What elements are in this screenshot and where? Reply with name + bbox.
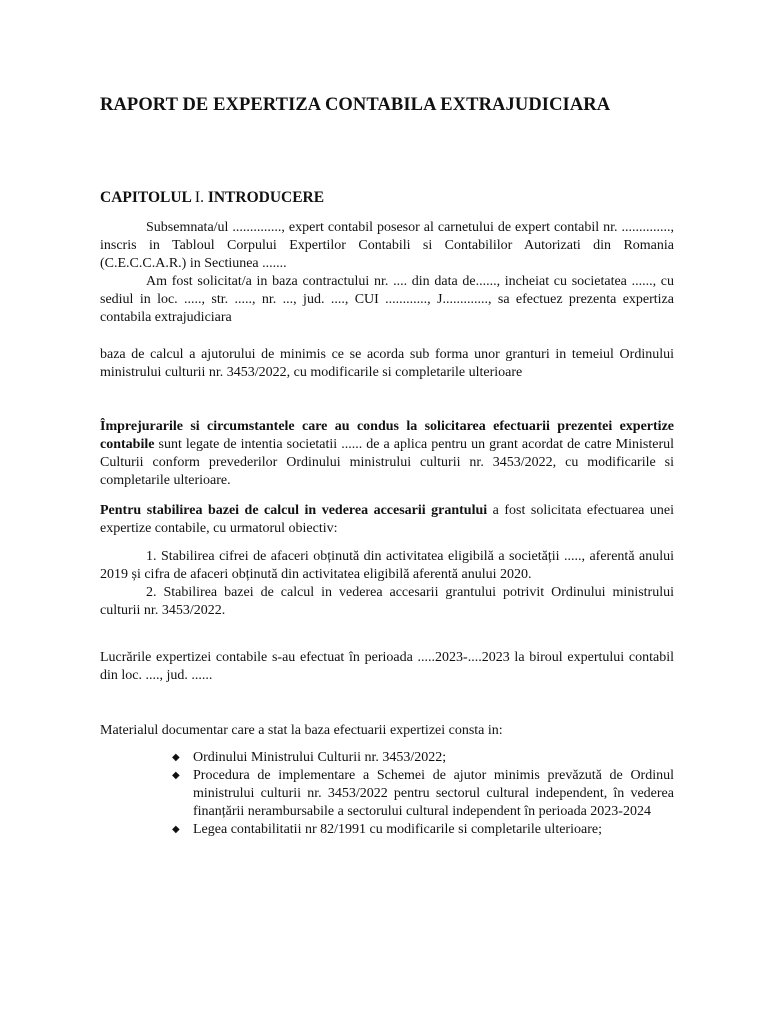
intro-paragraph-3-block	[100, 346, 674, 382]
diamond-bullet-icon: ◆	[172, 752, 180, 763]
objectives-list	[100, 548, 674, 620]
materials-list-item	[100, 749, 674, 767]
materials-intro-block	[100, 722, 674, 740]
chapter-name: INTRODUCERE	[207, 189, 325, 206]
circumstances-block	[100, 418, 674, 490]
intro-section	[100, 219, 674, 327]
objective-bold-text: Pentru stabilirea bazei de calcul in vederea accesarii grantului	[100, 503, 488, 518]
objective-item-1: 1. Stabilirea cifrei de afaceri obținută din activitatea eligibilă a societății ....., aferentă anului 2019 și cifra de afaceri obținută din activitatea eligibilă aferentă anului 2020.	[100, 549, 674, 582]
works-block	[100, 649, 674, 685]
intro-paragraph-1: Subsemnata/ul .............., expert contabil posesor al carnetului de expert contabil nr. .............., inscris in Tabloul Corpului Expertilor Contabili si Contabililor Autorizati din Romania (C.E.C.C.A.R.) in Sectiunea .......	[100, 220, 674, 271]
circumstances-paragraph	[100, 418, 674, 490]
document-title: RAPORT DE EXPERTIZA CONTABILA EXTRAJUDICIARA	[100, 95, 611, 115]
diamond-bullet-icon: ◆	[172, 824, 180, 835]
chapter-heading	[100, 189, 680, 207]
diamond-bullet-icon: ◆	[172, 770, 180, 781]
materials-item-text: Legea contabilitatii nr 82/1991 cu modificarile si completarile ulterioare;	[193, 822, 602, 837]
objective-block	[100, 502, 674, 538]
objective-item-2: 2. Stabilirea bazei de calcul in vederea accesarii grantului potrivit Ordinului ministrului culturii nr. 3453/2022.	[100, 585, 674, 618]
materials-item-text: Procedura de implementare a Schemei de ajutor minimis prevăzută de Ordinul ministrului culturii nr. 3453/2022 pentru sectorul cultural independent, în vederea finanțării nerambursabile a sectorului cultural independent în perioada 2023-2024	[193, 768, 674, 819]
materials-intro: Materialul documentar care a stat la baza efectuarii expertizei consta in:	[100, 723, 503, 738]
chapter-number: I.	[194, 189, 204, 206]
materials-item-text: Ordinului Ministrului Culturii nr. 3453/2022;	[193, 750, 447, 765]
chapter-label: CAPITOLUL	[100, 189, 192, 206]
materials-list-item	[100, 767, 674, 821]
circumstances-text: sunt legate de intentia societatii ...... de a aplica pentru un grant acordat de catre Ministerul Culturii conform prevederilor Ordinului ministrului culturii nr. 3453/2022, cu modificarile si completarile ulterioare.	[100, 437, 674, 488]
materials-list	[100, 749, 674, 839]
materials-list-item	[100, 821, 674, 839]
objective-paragraph	[100, 502, 674, 538]
intro-paragraph-2: Am fost solicitat/a in baza contractului nr. .... din data de......, incheiat cu societatea ......, cu sediul in loc. ....., str. ....., nr. ..., jud. ...., CUI ............, J............., sa efectuez prezenta expertiza contabila extrajudiciara	[100, 274, 674, 325]
objective-text: a fost solicitata efectuarea unei expertize contabile, cu urmatorul obiectiv:	[100, 503, 674, 536]
circumstances-bold-text: Împrejurarile si circumstantele care au condus la solicitarea efectuarii prezentei expertize contabile	[100, 419, 674, 452]
intro-paragraph-3: baza de calcul a ajutorului de minimis ce se acorda sub forma unor granturi in temeiul Ordinului ministrului culturii nr. 3453/2022, cu modificarile si completarile ulterioare	[100, 347, 674, 380]
works-paragraph: Lucrările expertizei contabile s-au efectuat în perioada .....2023-....2023 la biroul expertului contabil din loc. ...., jud. ......	[100, 650, 674, 683]
